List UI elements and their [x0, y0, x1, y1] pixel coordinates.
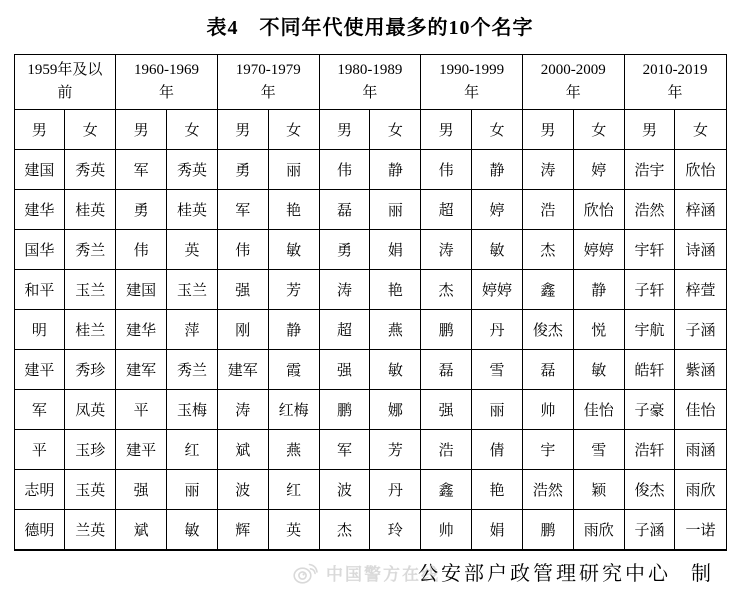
name-cell: 燕 [370, 310, 421, 350]
name-cell: 超 [421, 190, 472, 230]
name-cell: 伟 [116, 230, 167, 270]
name-cell: 军 [14, 390, 65, 430]
name-cell: 鹏 [421, 310, 472, 350]
name-cell: 浩轩 [624, 430, 675, 470]
name-cell: 佳怡 [573, 390, 624, 430]
name-cell: 凤英 [65, 390, 116, 430]
decade-header-4 [421, 55, 523, 110]
male-header: 男 [421, 110, 472, 150]
decade-header-line: 2000-2009 [540, 62, 606, 78]
name-cell: 梓萱 [675, 270, 726, 310]
decade-header-line: 前 [57, 85, 73, 101]
table-row-5 [14, 310, 726, 350]
decade-header-line: 1980-1989 [337, 62, 403, 78]
decade-header-2 [217, 55, 319, 110]
name-cell: 建华 [116, 310, 167, 350]
name-cell: 艳 [472, 470, 523, 510]
name-cell: 梓涵 [675, 190, 726, 230]
name-cell: 丽 [167, 470, 218, 510]
name-cell: 鑫 [421, 470, 472, 510]
decade-header-line: 年 [565, 85, 581, 101]
names-table [14, 54, 727, 551]
name-cell: 丹 [472, 310, 523, 350]
name-cell: 建平 [116, 430, 167, 470]
name-cell: 强 [319, 350, 370, 390]
name-cell: 杰 [319, 510, 370, 551]
name-cell: 刚 [217, 310, 268, 350]
name-cell: 萍 [167, 310, 218, 350]
name-cell: 静 [370, 150, 421, 190]
name-cell: 子轩 [624, 270, 675, 310]
name-cell: 一诺 [675, 510, 726, 551]
name-cell: 宇航 [624, 310, 675, 350]
name-cell: 伟 [421, 150, 472, 190]
name-cell: 军 [217, 190, 268, 230]
name-cell: 芳 [268, 270, 319, 310]
name-cell: 玉兰 [65, 270, 116, 310]
name-cell: 斌 [217, 430, 268, 470]
decade-header-line: 年 [159, 85, 175, 101]
name-cell: 建军 [116, 350, 167, 390]
name-cell: 涛 [217, 390, 268, 430]
name-cell: 丽 [370, 190, 421, 230]
name-cell: 伟 [217, 230, 268, 270]
name-cell: 明 [14, 310, 65, 350]
decade-header-line: 1990-1999 [439, 62, 505, 78]
decade-header-line: 年 [362, 85, 378, 101]
name-cell: 鑫 [522, 270, 573, 310]
name-cell: 鹏 [319, 390, 370, 430]
name-cell: 浩然 [522, 470, 573, 510]
female-header: 女 [573, 110, 624, 150]
female-header: 女 [472, 110, 523, 150]
name-cell: 浩宇 [624, 150, 675, 190]
name-cell: 建军 [217, 350, 268, 390]
name-cell: 强 [116, 470, 167, 510]
table-row-10 [14, 510, 726, 551]
male-header: 男 [319, 110, 370, 150]
name-cell: 秀英 [167, 150, 218, 190]
name-cell: 婷 [573, 150, 624, 190]
page-title: 表4 不同年代使用最多的10个名字 [206, 17, 534, 39]
name-cell: 俊杰 [624, 470, 675, 510]
name-cell: 俊杰 [522, 310, 573, 350]
name-cell: 红 [268, 470, 319, 510]
name-cell: 帅 [421, 510, 472, 551]
credit-line [418, 557, 714, 586]
name-cell: 玲 [370, 510, 421, 551]
decade-header-5 [522, 55, 624, 110]
decade-header-6 [624, 55, 726, 110]
table-row-2 [14, 190, 726, 230]
table-row-3 [14, 230, 726, 270]
name-cell: 婷 [472, 190, 523, 230]
name-cell: 雪 [573, 430, 624, 470]
name-cell: 涛 [522, 150, 573, 190]
name-cell: 娟 [472, 510, 523, 551]
name-cell: 英 [167, 230, 218, 270]
name-cell: 静 [573, 270, 624, 310]
name-cell: 德明 [14, 510, 65, 551]
name-cell: 欣怡 [675, 150, 726, 190]
name-cell: 建国 [116, 270, 167, 310]
name-cell: 玉兰 [167, 270, 218, 310]
name-cell: 雪 [472, 350, 523, 390]
name-cell: 倩 [472, 430, 523, 470]
name-cell: 欣怡 [573, 190, 624, 230]
male-header: 男 [624, 110, 675, 150]
name-cell: 雨涵 [675, 430, 726, 470]
name-cell: 浩 [421, 430, 472, 470]
name-cell: 建平 [14, 350, 65, 390]
female-header: 女 [675, 110, 726, 150]
name-cell: 玉梅 [167, 390, 218, 430]
table-row-9 [14, 470, 726, 510]
name-cell: 丽 [472, 390, 523, 430]
name-cell: 斌 [116, 510, 167, 551]
name-cell: 伟 [319, 150, 370, 190]
name-cell: 浩然 [624, 190, 675, 230]
female-header: 女 [370, 110, 421, 150]
credit-text: 公安部户政管理研究中心 [418, 563, 671, 585]
name-cell: 平 [14, 430, 65, 470]
name-cell: 艳 [268, 190, 319, 230]
name-cell: 杰 [522, 230, 573, 270]
name-cell: 燕 [268, 430, 319, 470]
decade-header-0 [14, 55, 116, 110]
name-cell: 丹 [370, 470, 421, 510]
name-cell: 建华 [14, 190, 65, 230]
name-cell: 勇 [217, 150, 268, 190]
name-cell: 杰 [421, 270, 472, 310]
name-cell: 勇 [116, 190, 167, 230]
decade-header-line: 2010-2019 [642, 62, 708, 78]
decade-header-line: 年 [260, 85, 276, 101]
name-cell: 子豪 [624, 390, 675, 430]
name-cell: 波 [217, 470, 268, 510]
name-cell: 雨欣 [675, 470, 726, 510]
name-cell: 建国 [14, 150, 65, 190]
table-row-7 [14, 390, 726, 430]
name-cell: 强 [217, 270, 268, 310]
name-cell: 磊 [522, 350, 573, 390]
name-cell: 鹏 [522, 510, 573, 551]
name-cell: 静 [268, 310, 319, 350]
name-cell: 佳怡 [675, 390, 726, 430]
name-cell: 辉 [217, 510, 268, 551]
decade-header-1 [116, 55, 218, 110]
name-cell: 强 [421, 390, 472, 430]
credit-suffix: 制 [691, 563, 714, 585]
name-cell: 玉英 [65, 470, 116, 510]
name-cell: 娜 [370, 390, 421, 430]
name-cell: 红梅 [268, 390, 319, 430]
name-cell: 涛 [319, 270, 370, 310]
name-cell: 勇 [319, 230, 370, 270]
name-cell: 桂英 [167, 190, 218, 230]
decade-header-line: 1960-1969 [134, 62, 200, 78]
name-cell: 磊 [421, 350, 472, 390]
name-cell: 秀珍 [65, 350, 116, 390]
name-cell: 芳 [370, 430, 421, 470]
name-cell: 雨欣 [573, 510, 624, 551]
name-cell: 子涵 [675, 310, 726, 350]
footer [0, 551, 740, 598]
male-header: 男 [116, 110, 167, 150]
name-cell: 兰英 [65, 510, 116, 551]
name-cell: 桂英 [65, 190, 116, 230]
name-cell: 帅 [522, 390, 573, 430]
watermark-text: 中国警方在线 [326, 564, 440, 584]
decade-header-line: 1970-1979 [235, 62, 301, 78]
decade-header-line: 年 [464, 85, 480, 101]
table-row-6 [14, 350, 726, 390]
name-cell: 宇轩 [624, 230, 675, 270]
gender-header-row [14, 110, 726, 150]
name-cell: 军 [116, 150, 167, 190]
name-cell: 紫涵 [675, 350, 726, 390]
name-cell: 志明 [14, 470, 65, 510]
name-cell: 婷婷 [573, 230, 624, 270]
name-cell: 国华 [14, 230, 65, 270]
name-cell: 波 [319, 470, 370, 510]
name-cell: 婷婷 [472, 270, 523, 310]
name-cell: 涛 [421, 230, 472, 270]
name-cell: 磊 [319, 190, 370, 230]
name-cell: 娟 [370, 230, 421, 270]
name-cell: 诗涵 [675, 230, 726, 270]
name-cell: 霞 [268, 350, 319, 390]
name-cell: 悦 [573, 310, 624, 350]
name-cell: 军 [319, 430, 370, 470]
male-header: 男 [217, 110, 268, 150]
name-cell: 和平 [14, 270, 65, 310]
name-cell: 秀兰 [65, 230, 116, 270]
decade-header-3 [319, 55, 421, 110]
name-cell: 玉珍 [65, 430, 116, 470]
name-cell: 敏 [268, 230, 319, 270]
table-row-8 [14, 430, 726, 470]
decade-header-line: 1959年及以 [27, 62, 103, 78]
female-header: 女 [167, 110, 218, 150]
name-cell: 皓轩 [624, 350, 675, 390]
name-cell: 浩 [522, 190, 573, 230]
weibo-icon [292, 559, 320, 585]
name-cell: 丽 [268, 150, 319, 190]
name-cell: 静 [472, 150, 523, 190]
name-cell: 敏 [472, 230, 523, 270]
table-row-4 [14, 270, 726, 310]
name-cell: 颖 [573, 470, 624, 510]
name-cell: 敏 [370, 350, 421, 390]
female-header: 女 [268, 110, 319, 150]
decade-header-line: 年 [667, 85, 683, 101]
decade-header-row [14, 55, 726, 110]
male-header: 男 [522, 110, 573, 150]
name-cell: 艳 [370, 270, 421, 310]
name-cell: 英 [268, 510, 319, 551]
name-cell: 宇 [522, 430, 573, 470]
name-cell: 红 [167, 430, 218, 470]
name-cell: 超 [319, 310, 370, 350]
male-header: 男 [14, 110, 65, 150]
name-cell: 桂兰 [65, 310, 116, 350]
name-cell: 敏 [573, 350, 624, 390]
name-cell: 敏 [167, 510, 218, 551]
name-cell: 秀兰 [167, 350, 218, 390]
name-cell: 秀英 [65, 150, 116, 190]
table-row-1 [14, 150, 726, 190]
name-cell: 子涵 [624, 510, 675, 551]
name-cell: 平 [116, 390, 167, 430]
female-header: 女 [65, 110, 116, 150]
